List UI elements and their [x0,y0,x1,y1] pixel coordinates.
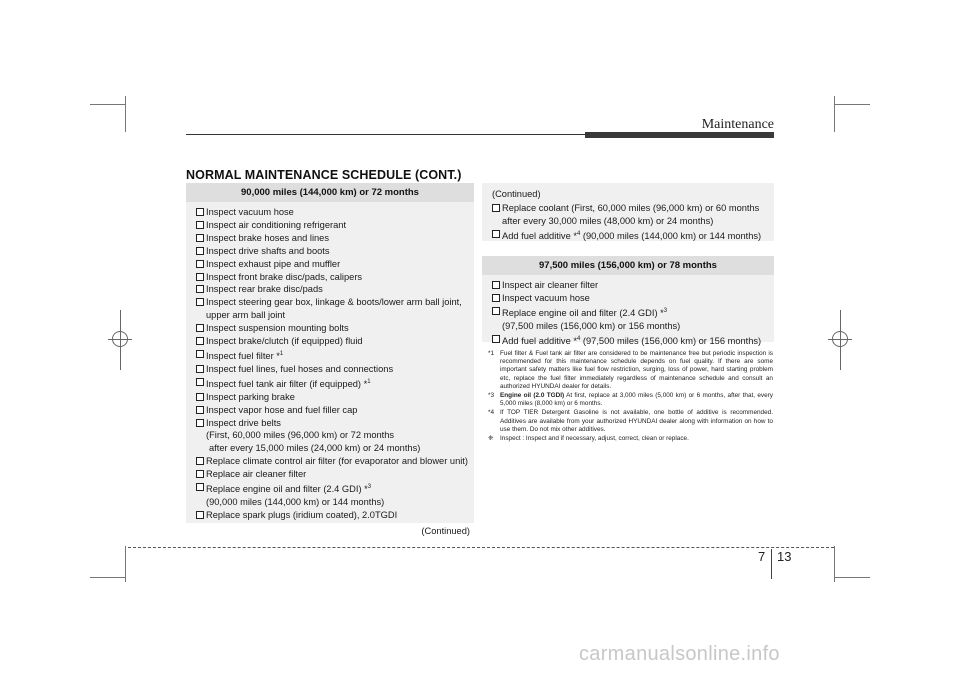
item-text: Inspect parking brake [206,391,295,402]
checklist-item [492,279,774,292]
schedule-panel-continued [482,183,774,241]
footnote-text: If TOP TIER Detergent Gasoline is not available, one bottle of additive is recommended. Additives are available from your authorized HYUNDAI dealer along with information on how to use them. Do not mix other additives. [500,409,773,433]
checklist [482,201,774,243]
item-text: Inspect vacuum hose [502,292,590,303]
checklist-item [196,219,474,232]
footnote-mark: *3 [488,392,495,400]
item-subtext: (First, 60,000 miles (96,000 km) or 72 months [206,430,395,441]
checklist [482,275,774,348]
page-number: 13 [777,549,792,564]
chapter-title: Maintenance [701,117,774,132]
checkbox-icon [196,221,204,229]
footnote-mark: *1 [488,350,495,357]
item-text: Inspect fuel lines, fuel hoses and connections [206,363,394,374]
checkbox-icon [196,470,204,478]
checklist-item [196,232,474,245]
checkbox-icon [196,324,204,332]
item-subtext: (97,500 miles (156,000 km) or 156 months) [502,320,681,331]
section-title: NORMAL MAINTENANCE SCHEDULE (CONT.) [186,168,462,182]
checklist [186,202,474,522]
checklist-item [492,202,774,228]
item-subtext: after every 30,000 miles (48,000 km) or 24 months) [502,215,714,226]
continued-label: (Continued) [492,189,541,199]
footnote-ref: 4 [576,230,581,237]
footnote-ref: 1 [279,350,284,357]
checklist-item [196,391,474,404]
checklist-item [196,245,474,258]
checklist-item [492,228,774,243]
footnote-3 [488,392,773,408]
schedule-panel-90000 [186,183,474,536]
footnote-ref: 1 [367,378,371,385]
footer-rule [128,547,834,548]
header-bar [585,132,774,138]
checkbox-icon [492,230,500,238]
crop-mark [90,104,126,105]
checkbox-icon [492,307,500,315]
panel-heading: 90,000 miles (144,000 km) or 72 months [186,183,474,202]
item-text: Inspect fuel tank air filter (if equipped) * [206,378,368,389]
item-text: Inspect drive belts [206,417,281,428]
checkbox-icon [492,335,500,343]
item-text: Inspect rear brake disc/pads [206,284,323,295]
footnote-ref: 3 [663,307,668,314]
checklist-item [196,404,474,417]
checklist-item [492,305,774,333]
checkbox-icon [196,260,204,268]
checkbox-icon [196,511,204,519]
checkbox-icon [492,204,500,212]
chapter-number: 7 [758,549,766,564]
checklist-item [492,292,774,305]
note-text: Inspect : Inspect and if necessary, adjust, correct, clean or replace. [500,435,689,443]
item-subtext: after every 15,000 miles (24,000 km) or 24 months) [209,443,421,454]
checkbox-icon [196,483,204,491]
checkbox-icon [196,337,204,345]
footnotes [488,350,773,444]
checklist-item [492,333,774,348]
checklist-item [196,468,474,481]
item-text: Inspect vapor hose and fuel filler cap [206,404,358,415]
item-text: Inspect fuel filter * [206,350,280,361]
item-text: Replace spark plugs (iridium coated), 2.0TGDI [206,509,398,520]
schedule-panel-97500 [482,256,774,346]
footnote-4 [488,409,773,434]
item-text: Replace coolant (First, 60,000 miles (96,000 km) or 60 months [502,203,760,213]
item-text: Replace engine oil and filter (2.4 GDI) * [502,307,664,318]
footnote-text: Fuel filter & Fuel tank air filter are considered to be maintenance free but periodic inspection is recommended for this maintenance schedule depends on fuel quality. If there are some important safety matters like fuel flow restriction, surging, loss of power, hard starting problem etc, replace the fuel filter immediately regardless of maintenance schedule and consult an authorized HYUNDAI dealer for details. [500,350,773,390]
checkbox-icon [196,247,204,255]
item-text: Replace air cleaner filter [206,469,307,480]
checkbox-icon [196,273,204,281]
panel-heading: 97,500 miles (156,000 km) or 78 months [482,256,774,275]
footnote-ref: 4 [576,335,581,342]
checkbox-icon [196,393,204,401]
crop-mark [834,577,870,578]
item-text: Inspect steering gear box, linkage & boots/lower arm ball joint, [206,297,462,308]
item-text: Inspect front brake disc/pads, calipers [206,271,363,282]
crop-mark [125,96,126,132]
item-text: Add fuel additive * [502,335,577,346]
footnote-mark: *4 [488,409,495,417]
item-tail: (90,000 miles (144,000 km) or 144 months) [580,230,762,241]
checkbox-icon [196,234,204,242]
checklist-item [196,258,474,271]
checklist-item [196,376,474,391]
checklist-item [196,322,474,335]
item-text: Inspect suspension mounting bolts [206,323,349,334]
checkbox-icon [196,419,204,427]
note-mark: ❈ [488,435,494,443]
item-text: Replace engine oil and filter (2.4 GDI) * [206,484,368,495]
item-subtext: (90,000 miles (144,000 km) or 144 months) [206,496,385,507]
registration-mark [112,331,128,347]
item-text: Inspect brake hoses and lines [206,232,330,243]
item-tail: (97,500 miles (156,000 km) or 156 months) [580,335,762,346]
page-number-divider [771,549,772,579]
checkbox-icon [196,365,204,373]
checklist-item [196,283,474,296]
continued-label: (Continued) [421,525,470,536]
checkbox-icon [196,406,204,414]
checklist-item [196,481,474,509]
checklist-item [196,455,474,468]
crop-mark [834,96,835,132]
checklist-item [196,206,474,219]
item-text: Inspect air conditioning refrigerant [206,219,347,230]
item-text: Inspect exhaust pipe and muffler [206,258,341,269]
footnote-ref: 3 [367,484,372,491]
checkbox-icon [492,281,500,289]
registration-mark [832,331,848,347]
checklist-item [196,271,474,284]
crop-mark [90,577,126,578]
checklist-item [196,296,474,322]
checkbox-icon [196,350,204,358]
checklist-item [196,509,474,522]
checklist-item [196,363,474,376]
checklist-item [196,335,474,348]
item-text: Add fuel additive * [502,230,577,241]
checkbox-icon [196,298,204,306]
inspect-note [488,435,773,443]
checklist-item [196,417,474,456]
checkbox-icon [196,285,204,293]
checkbox-icon [196,208,204,216]
item-text: Inspect vacuum hose [206,207,294,217]
checkbox-icon [492,294,500,302]
crop-mark [834,104,870,105]
item-text: Inspect brake/clutch (if equipped) fluid [206,336,363,347]
footnote-bold: Engine oil (2.0 TGDI) [500,392,565,400]
footnote-text: At first, replace at 3,000 miles (5,000 km) or 6 months, after that, every 5,000 miles (8,000 km) or 6 months. [500,392,773,408]
item-text: Inspect air cleaner filter [502,280,599,290]
footnote-1 [488,350,773,391]
item-subtext: upper arm ball joint [206,310,286,321]
item-text: Inspect drive shafts and boots [206,245,330,256]
checkbox-icon [196,457,204,465]
checkbox-icon [196,378,204,386]
item-text: Replace climate control air filter (for evaporator and blower unit) [206,456,468,467]
watermark: carmanualsonline.info [579,643,780,665]
checklist-item [196,348,474,363]
